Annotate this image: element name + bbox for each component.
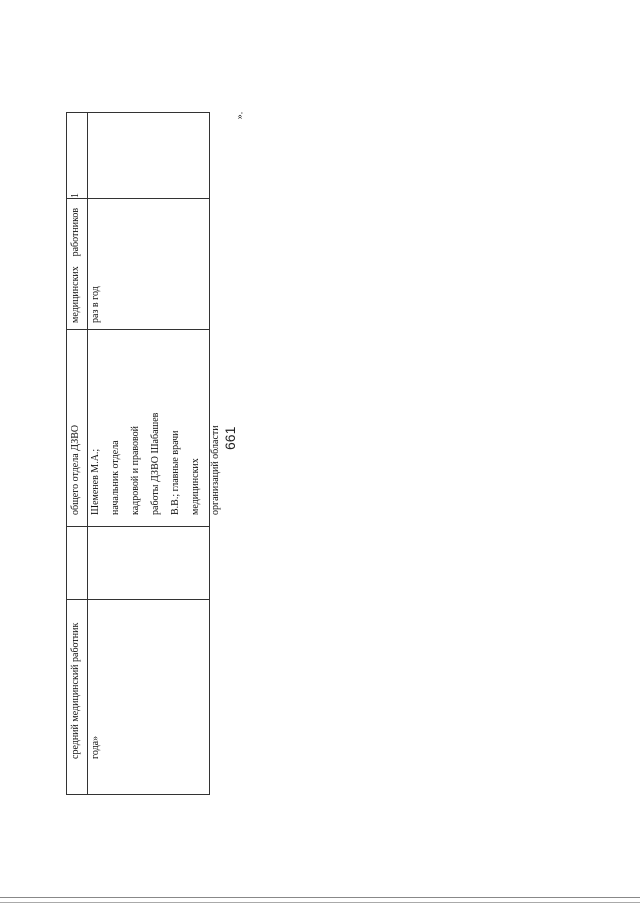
cell-text-line: В.В.; главные врачи bbox=[170, 430, 181, 515]
table-divider-3 bbox=[67, 526, 209, 527]
table-divider-2 bbox=[67, 599, 209, 600]
closing-quote-mark: ». bbox=[234, 111, 246, 120]
bottom-rule-secondary bbox=[0, 902, 640, 903]
table-cell-frequency bbox=[66, 193, 106, 323]
cell-text-line: средний медицинский работник bbox=[70, 622, 81, 759]
table-cell-nomination bbox=[66, 622, 106, 759]
table-divider-4 bbox=[67, 329, 209, 330]
bottom-rule bbox=[0, 897, 640, 898]
cell-text-line: Шеменев М.А.; bbox=[90, 448, 101, 515]
cell-text-line: медицинских bbox=[190, 458, 201, 515]
cell-text-line: кадровой и правовой bbox=[130, 425, 141, 515]
page-number: 661 bbox=[222, 426, 238, 450]
cell-text-line: медицинских работников 1 bbox=[70, 193, 81, 323]
cell-text-line: общего отдела ДЗВО bbox=[70, 424, 81, 515]
cell-text-line: организаций области bbox=[210, 425, 221, 515]
cell-text-line: работы ДЗВО Шабашев bbox=[150, 412, 161, 515]
rotated-table bbox=[66, 112, 221, 795]
cell-text-line: раз в год bbox=[90, 286, 101, 323]
table-cell-responsible bbox=[66, 355, 226, 515]
cell-text-line: года» bbox=[90, 735, 101, 759]
cell-text-line: начальник отдела bbox=[110, 440, 121, 515]
